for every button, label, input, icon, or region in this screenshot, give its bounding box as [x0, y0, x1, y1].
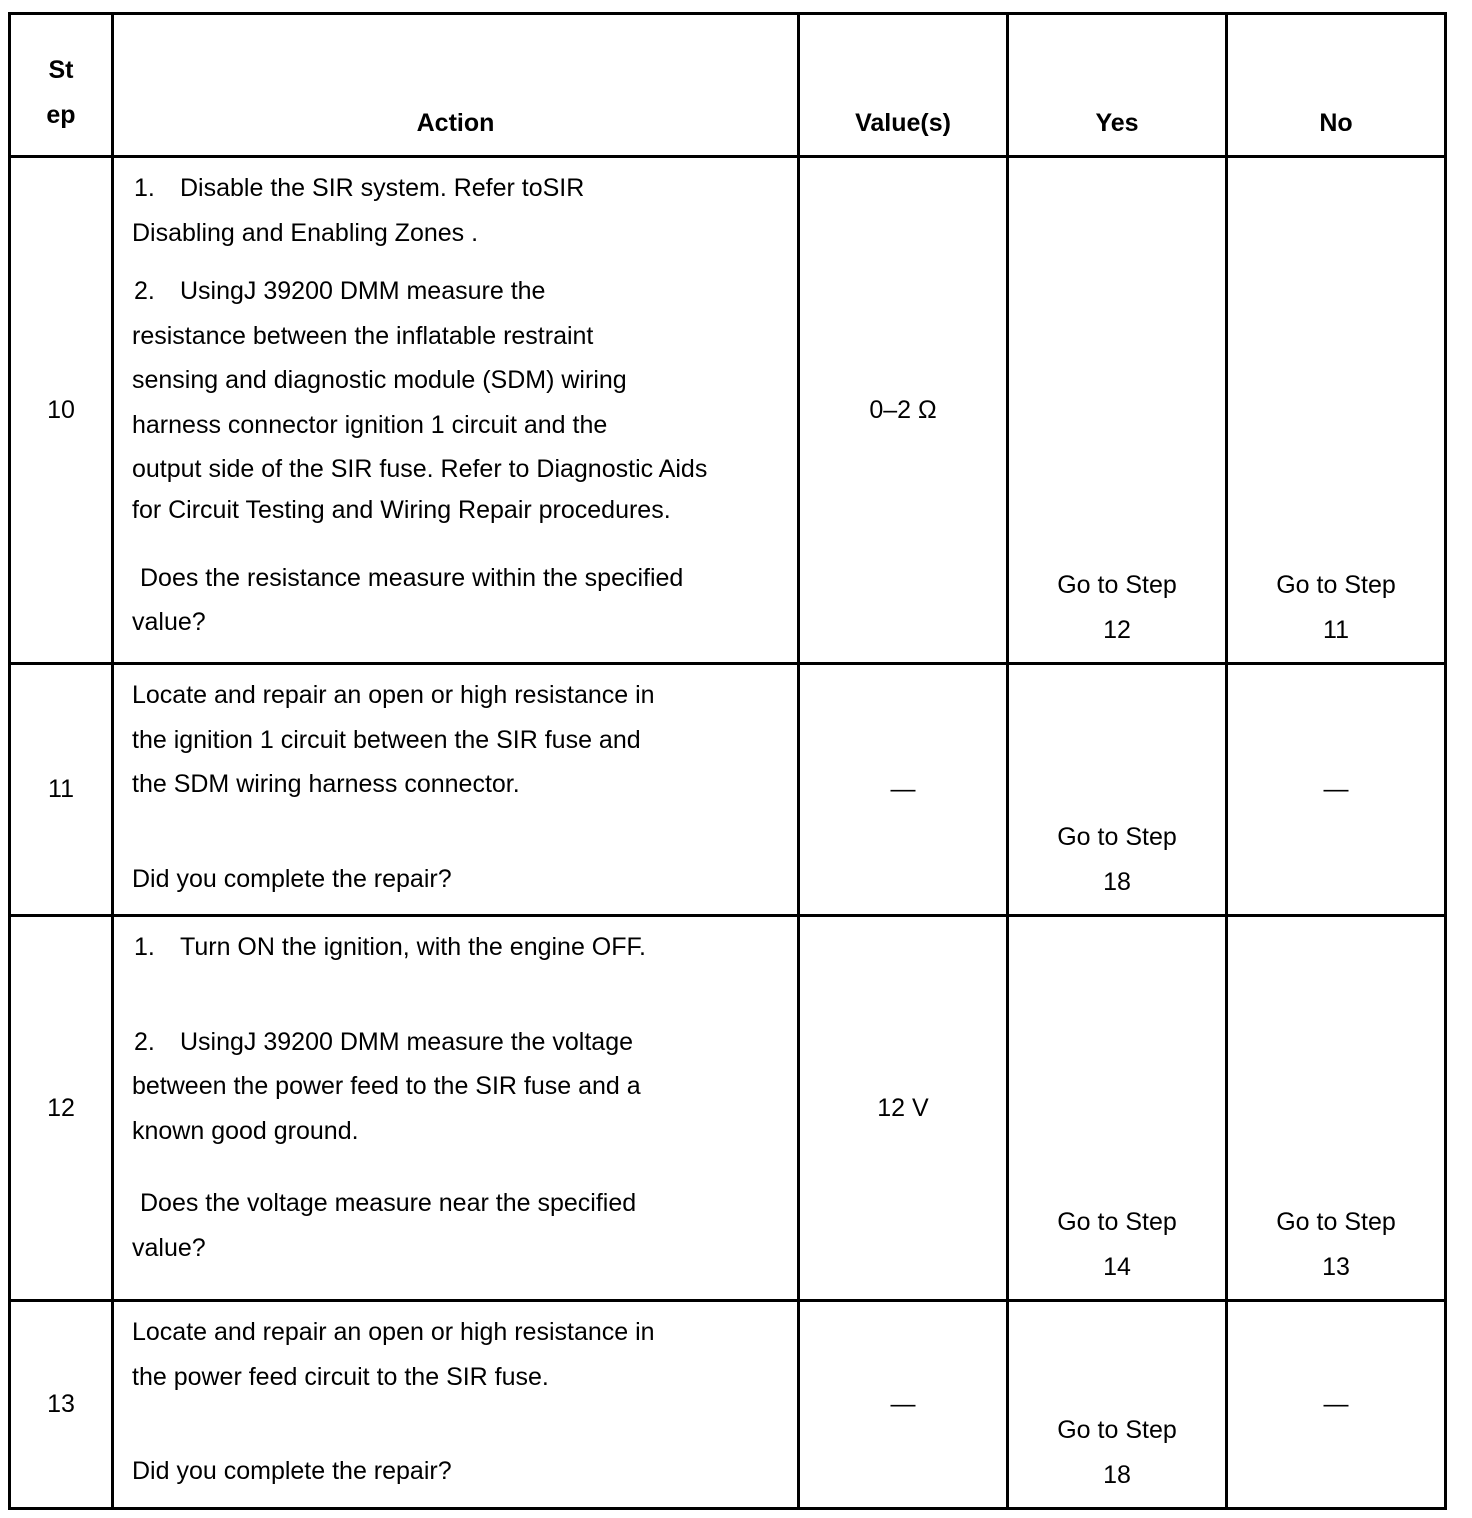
- action-text: sensing and diagnostic module (SDM) wiring: [132, 366, 627, 394]
- step-number: 12: [10, 916, 113, 1301]
- list-number: 1.: [134, 174, 155, 202]
- header-step: St ep: [10, 14, 113, 157]
- step-number: 11: [10, 664, 113, 916]
- action-text: resistance between the inflatable restraint: [132, 321, 594, 350]
- header-action: Action: [113, 14, 799, 157]
- yes-cell: [1008, 157, 1227, 664]
- list-number: 2.: [134, 1027, 155, 1056]
- value-cell: —: [799, 664, 1008, 916]
- step-number: 10: [10, 157, 113, 664]
- action-cell: [113, 664, 799, 916]
- question-text: value?: [132, 1233, 206, 1262]
- question-text: Does the resistance measure within the specified: [140, 563, 684, 592]
- header-values: Value(s): [799, 14, 1008, 157]
- header-no: No: [1227, 14, 1446, 157]
- yes-step-number: 12: [1103, 615, 1131, 644]
- action-text: Locate and repair an open or high resistance in: [132, 681, 655, 709]
- value-cell: 12 V: [799, 916, 1008, 1301]
- step-number: 13: [10, 1301, 113, 1509]
- action-text: UsingJ 39200 DMM measure the: [180, 277, 546, 305]
- yes-step-number: 14: [1103, 1252, 1131, 1281]
- question-text: Did you complete the repair?: [132, 1457, 452, 1485]
- diagnostic-table-container: [8, 12, 1447, 1510]
- yes-link-text: Go to Step: [1057, 1208, 1177, 1236]
- yes-cell: [1008, 916, 1227, 1301]
- no-step-number: 11: [1323, 615, 1349, 644]
- question-text: value?: [132, 608, 206, 636]
- action-text: the power feed circuit to the SIR fuse.: [132, 1362, 549, 1391]
- value-cell: —: [799, 1301, 1008, 1509]
- no-cell: —: [1227, 664, 1446, 916]
- table-row-step-12: [10, 916, 1446, 1301]
- no-link-text: Go to Step: [1276, 571, 1396, 599]
- list-number: 2.: [134, 277, 155, 305]
- action-text: the ignition 1 circuit between the SIR fuse and: [132, 725, 641, 754]
- yes-link-text: Go to Step: [1057, 1416, 1177, 1444]
- question-text: Did you complete the repair?: [132, 864, 452, 893]
- table-row-step-13: [10, 1301, 1446, 1509]
- list-number: 1.: [134, 933, 155, 961]
- action-text: the SDM wiring harness connector.: [132, 770, 520, 798]
- action-cell: [113, 916, 799, 1301]
- value-cell: 0–2 Ω: [799, 157, 1008, 664]
- action-text: Turn ON the ignition, with the engine OFF.: [180, 933, 646, 961]
- yes-link-text: Go to Step: [1057, 823, 1177, 851]
- action-text: output side of the SIR fuse. Refer to Diagnostic Aids: [132, 455, 708, 483]
- action-text: between the power feed to the SIR fuse and a: [132, 1072, 641, 1100]
- no-cell: —: [1227, 1301, 1446, 1509]
- question-text: Does the voltage measure near the specified: [140, 1189, 637, 1217]
- table-row-step-10: [10, 157, 1446, 664]
- yes-cell: [1008, 664, 1227, 916]
- action-text: Locate and repair an open or high resistance in: [132, 1318, 655, 1346]
- action-text: known good ground.: [132, 1116, 359, 1145]
- action-text: Disabling and Enabling Zones .: [132, 218, 479, 247]
- no-step-number: 13: [1322, 1252, 1350, 1281]
- action-cell: [113, 1301, 799, 1509]
- header-yes: Yes: [1008, 14, 1227, 157]
- no-cell: [1227, 916, 1446, 1301]
- yes-link-text: Go to Step: [1057, 571, 1177, 599]
- table-header-row: [10, 14, 1446, 157]
- diagnostic-table: [8, 12, 1447, 1510]
- action-cell: [113, 157, 799, 664]
- yes-step-number: 18: [1103, 867, 1131, 896]
- yes-step-number: 18: [1103, 1460, 1131, 1489]
- action-text: UsingJ 39200 DMM measure the voltage: [180, 1027, 634, 1056]
- no-cell: [1227, 157, 1446, 664]
- action-text: Disable the SIR system. Refer toSIR: [180, 174, 585, 202]
- yes-cell: [1008, 1301, 1227, 1509]
- table-row-step-11: [10, 664, 1446, 916]
- action-text: harness connector ignition 1 circuit and the: [132, 410, 608, 439]
- no-link-text: Go to Step: [1276, 1208, 1396, 1236]
- action-text: for Circuit Testing and Wiring Repair procedures.: [132, 495, 671, 524]
